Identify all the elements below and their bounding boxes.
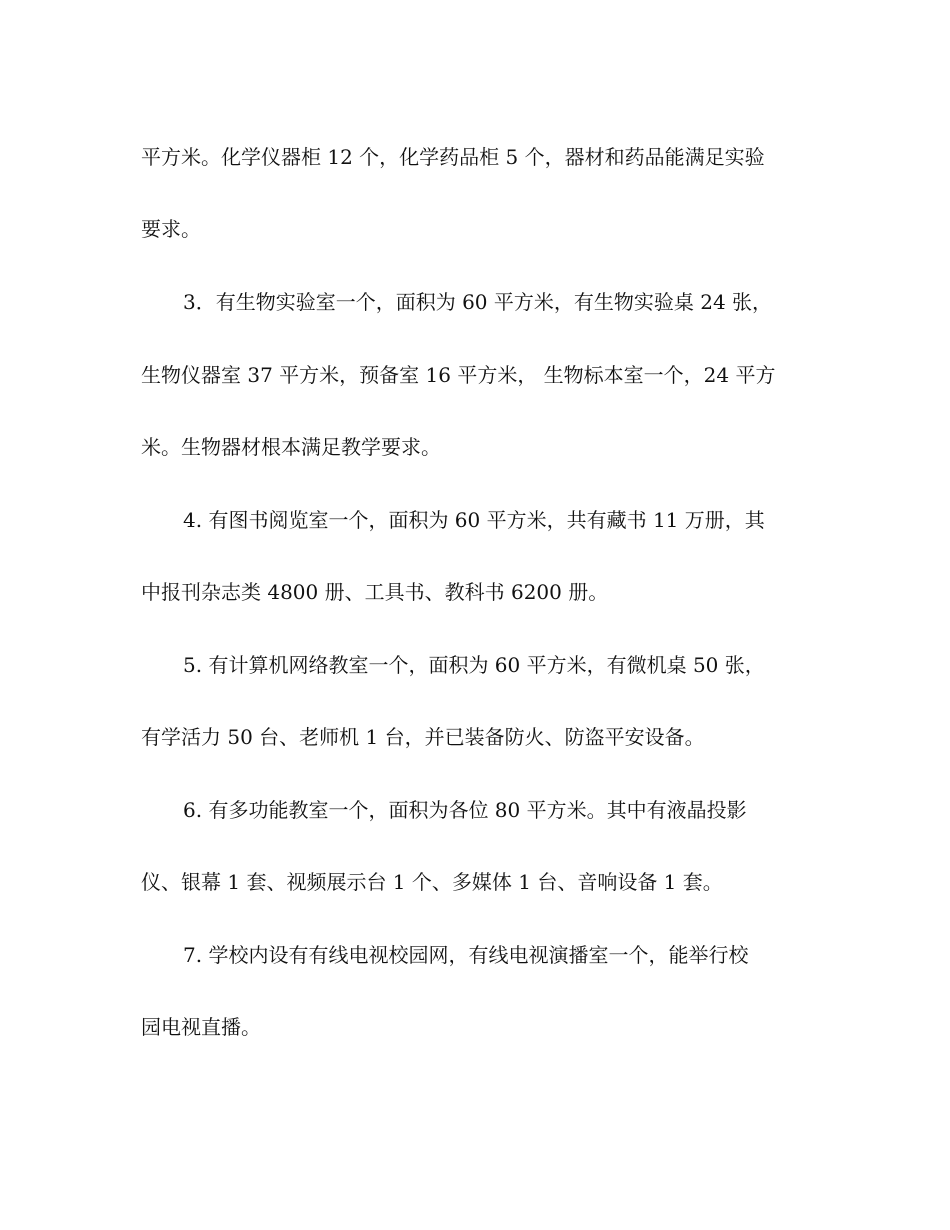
paragraph-line-item-3: 3．有生物实验室一个，面积为 60 平方米，有生物实验桌 24 张， — [183, 290, 773, 314]
paragraph-line: 平方米。化学仪器柜 12 个，化学药品柜 5 个，器材和药品能满足实验 — [141, 145, 765, 169]
paragraph-line-item-7: 7. 学校内设有有线电视校园网，有线电视演播室一个，能举行校 — [183, 943, 749, 967]
paragraph-line: 中报刊杂志类 4800 册、工具书、教科书 6200 册。 — [141, 580, 609, 604]
paragraph-line: 生物仪器室 37 平方米，预备室 16 平方米， 生物标本室一个，24 平方 — [141, 363, 776, 387]
paragraph-line-item-6: 6. 有多功能教室一个，面积为各位 80 平方米。其中有液晶投影 — [183, 798, 747, 822]
paragraph-line-item-4: 4. 有图书阅览室一个，面积为 60 平方米，共有藏书 11 万册，其 — [183, 508, 765, 532]
paragraph-line: 要求。 — [141, 217, 201, 241]
paragraph-line: 米。生物器材根本满足教学要求。 — [141, 435, 441, 459]
paragraph-line-item-5: 5. 有计算机网络教室一个，面积为 60 平方米，有微机桌 50 张， — [183, 653, 765, 677]
paragraph-line: 仪、银幕 1 套、视频展示台 1 个、多媒体 1 台、音响设备 1 套。 — [141, 870, 723, 894]
paragraph-line: 园电视直播。 — [141, 1015, 261, 1039]
paragraph-line: 有学活力 50 台、老师机 1 台，并已装备防火、防盗平安设备。 — [141, 725, 705, 749]
